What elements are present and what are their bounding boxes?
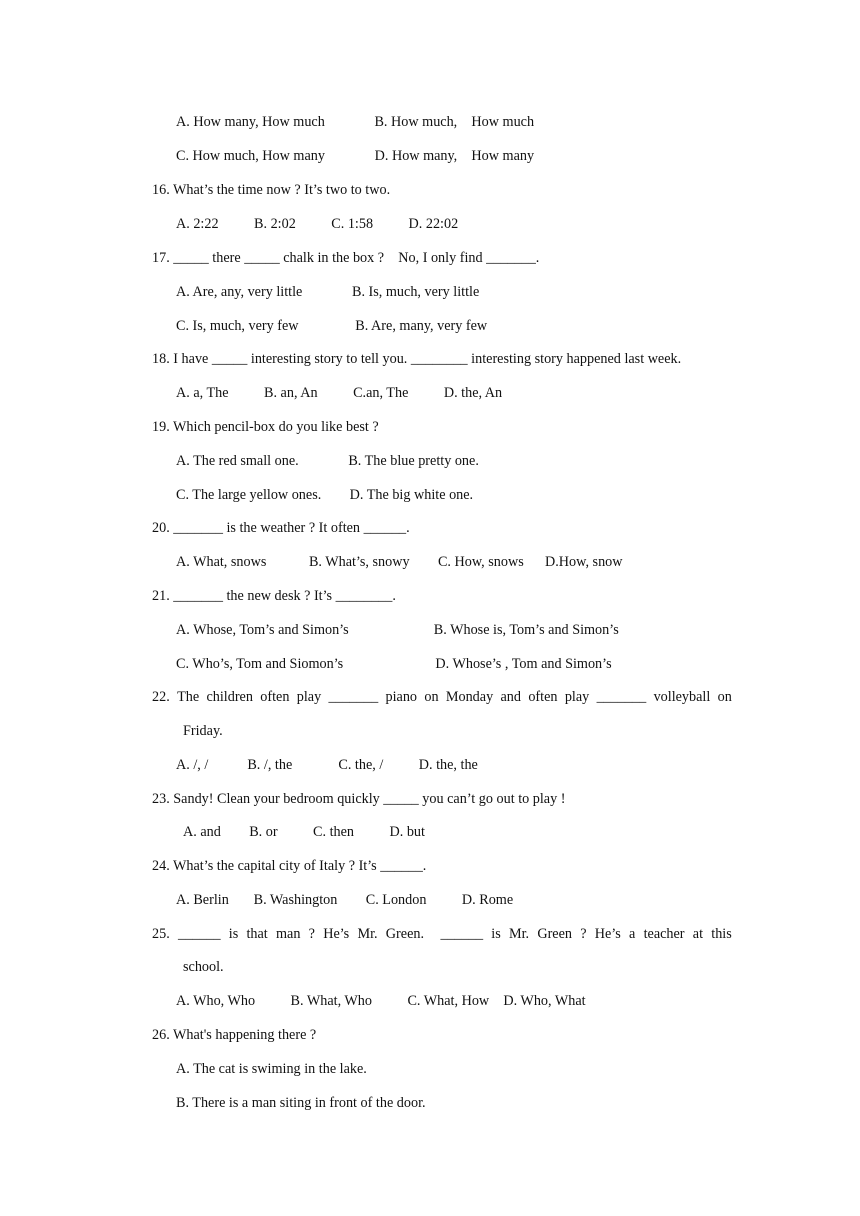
- q25-word: ?: [308, 926, 315, 942]
- q19-options-ab: A. The red small one. B. The blue pretty one.: [176, 453, 479, 469]
- q22-word: and: [500, 689, 521, 705]
- q26-option-a: A. The cat is swiming in the lake.: [176, 1061, 367, 1077]
- q22-word: piano: [385, 689, 418, 705]
- q24-options: A. Berlin B. Washington C. London D. Rome: [176, 892, 514, 908]
- q21-question: 21. _______ the new desk ? It’s ________.: [152, 588, 396, 604]
- q17-options-cd: C. Is, much, very few B. Are, many, very few: [176, 318, 488, 334]
- q17-options-ab: A. Are, any, very little B. Is, much, very little: [176, 284, 480, 300]
- q22-word: on: [424, 689, 439, 705]
- q25-word: Green: [537, 926, 572, 942]
- q25-word: Green.: [385, 926, 425, 942]
- q21-options-ab: A. Whose, Tom’s and Simon’s B. Whose is, Tom’s and Simon’s: [176, 622, 619, 638]
- q26-question: 26. What's happening there ?: [152, 1027, 317, 1043]
- q25-word: He’s: [594, 926, 621, 942]
- q22-word: volleyball: [653, 689, 711, 705]
- q15-options-cd: C. How much, How many D. How many, How many: [176, 148, 535, 164]
- q25-word: a: [629, 926, 636, 942]
- q18-options: A. a, The B. an, An C.an, The D. the, An: [176, 385, 503, 401]
- q25-word: Mr.: [508, 926, 530, 942]
- q22-word: Monday: [445, 689, 494, 705]
- q25-word: is: [228, 926, 239, 942]
- q23-question: 23. Sandy! Clean your bedroom quickly _____ you can’t go out to play !: [152, 791, 566, 807]
- q21-options-cd: C. Who’s, Tom and Siomon’s D. Whose’s , Tom and Simon’s: [176, 656, 612, 672]
- q22-word: on: [717, 689, 732, 705]
- q22-word: 22.: [152, 689, 170, 705]
- q20-options: A. What, snows B. What’s, snowy C. How, snows D.How, snow: [176, 554, 623, 570]
- q22-word: children: [206, 689, 253, 705]
- q26-option-b: B. There is a man siting in front of the door.: [176, 1095, 426, 1111]
- q19-question: 19. Which pencil-box do you like best ?: [152, 419, 379, 435]
- q25-word: at: [692, 926, 704, 942]
- q25-word: ?: [580, 926, 587, 942]
- q25-word: is: [491, 926, 501, 942]
- q17-question: 17. _____ there _____ chalk in the box ? No, I only find _______.: [152, 250, 540, 266]
- q22-word: play: [564, 689, 590, 705]
- q25-word: that: [246, 926, 268, 942]
- q19-options-cd: C. The large yellow ones. D. The big white one.: [176, 487, 474, 503]
- q20-question: 20. _______ is the weather ? It often ______.: [152, 520, 410, 536]
- q22-word: _______: [596, 689, 647, 705]
- q16-question: 16. What’s the time now ? It’s two to two.: [152, 182, 391, 198]
- q25-word: ______: [177, 926, 221, 942]
- q25-word: ______: [440, 926, 484, 942]
- q25-word: Mr.: [357, 926, 378, 942]
- q24-question: 24. What’s the capital city of Italy ? It’s ______.: [152, 858, 427, 874]
- q22-word: often: [528, 689, 558, 705]
- q18-question: 18. I have _____ interesting story to tell you. ________ interesting story happened last week.: [152, 351, 682, 367]
- q25-word: 25.: [152, 926, 170, 942]
- q22-question-continued: Friday.: [183, 723, 223, 739]
- q25-word: this: [711, 926, 732, 942]
- q25-word: He’s: [323, 926, 350, 942]
- q16-options: A. 2:22 B. 2:02 C. 1:58 D. 22:02: [176, 216, 459, 232]
- q25-options: A. Who, Who B. What, Who C. What, How D. Who, What: [176, 993, 586, 1009]
- q23-options: A. and B. or C. then D. but: [183, 824, 425, 840]
- q22-word: _______: [328, 689, 379, 705]
- q15-options-ab: A. How many, How much B. How much, How much: [176, 114, 535, 130]
- q22-options: A. /, / B. /, the C. the, / D. the, the: [176, 757, 478, 773]
- q25-word: man: [275, 926, 301, 942]
- q25-word: teacher: [643, 926, 685, 942]
- q25-question: [152, 925, 732, 943]
- q22-word: often: [260, 689, 290, 705]
- q22-word: play: [296, 689, 322, 705]
- q22-word: The: [177, 689, 200, 705]
- q25-question-continued: school.: [183, 959, 224, 975]
- q22-question: [152, 688, 732, 706]
